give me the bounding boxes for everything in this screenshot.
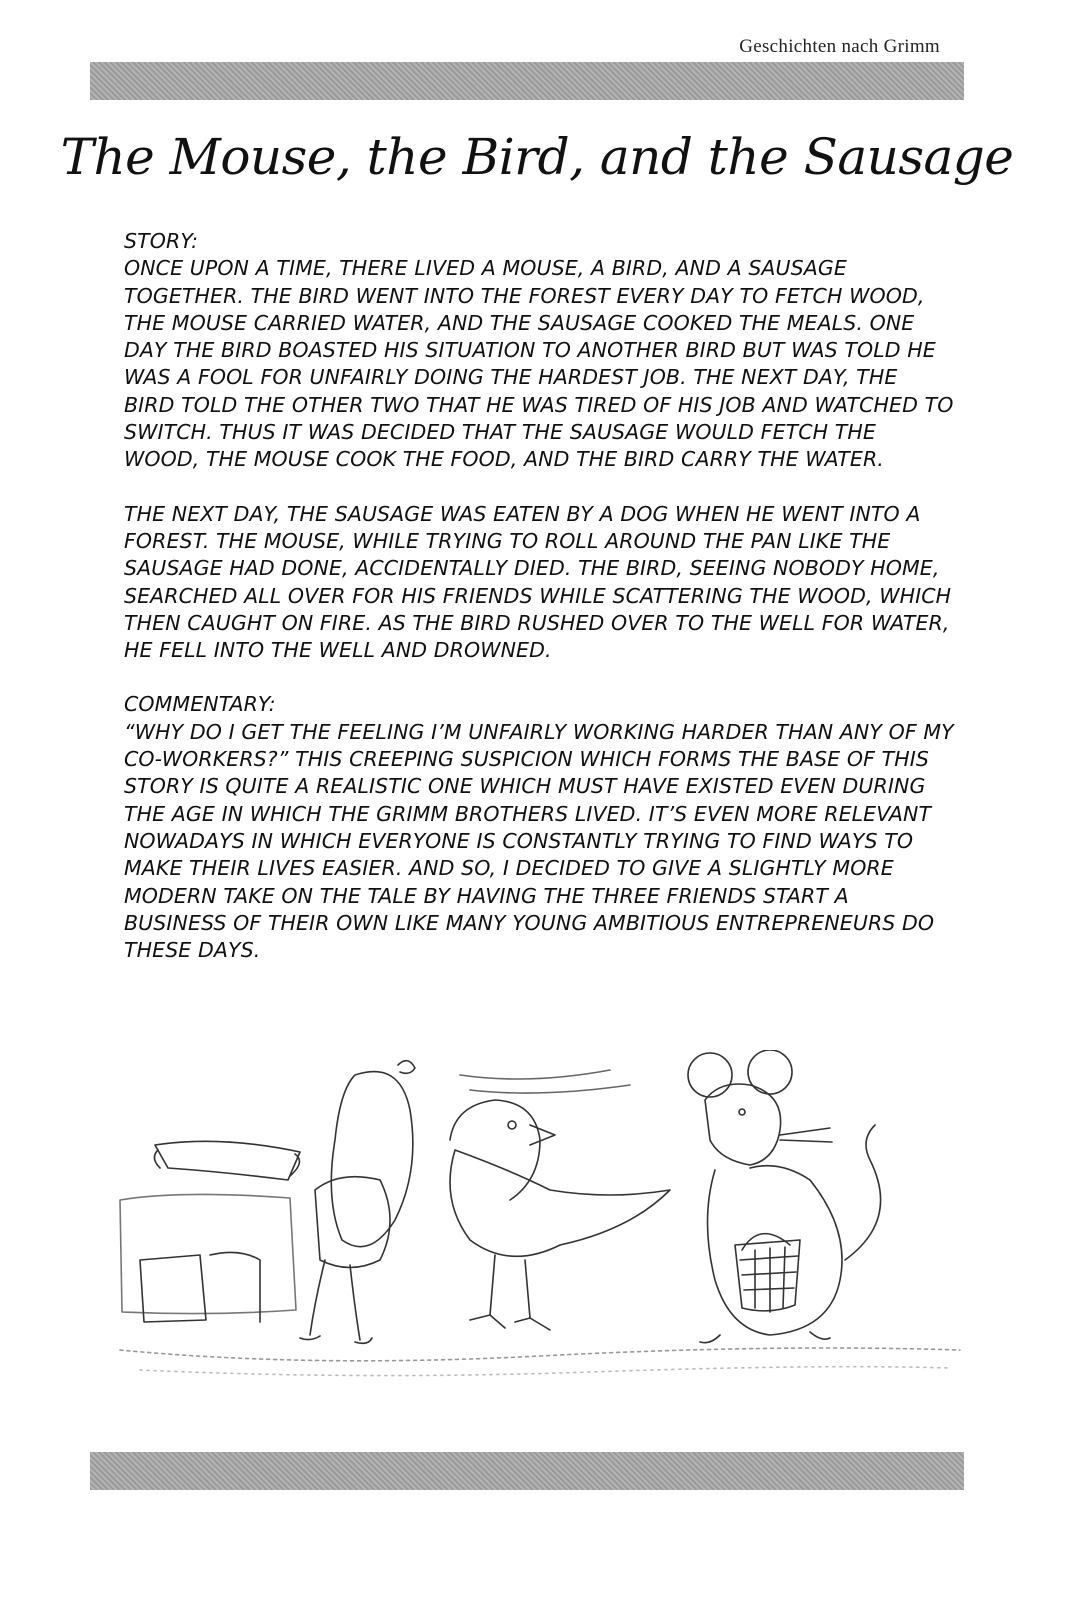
mouse-drawing [688, 1050, 881, 1343]
page-title: The Mouse, the Bird, and the Sausage [60, 128, 1014, 186]
commentary-label: COMMENTARY: [124, 692, 276, 717]
story-paragraph-1: ONCE UPON A TIME, THERE LIVED A MOUSE, A BIRD, AND A SAUSAGE TOGETHER. THE BIRD WENT INTO THE FOREST EVERY DAY TO FETCH WOOD, THE MOUSE CARRIED WATER, AND THE SAUSAGE COOKED THE MEALS. ONE DAY THE BIRD BOASTED HIS SITUATION TO ANOTHER BIRD BUT WAS TOLD HE WAS A FOOL FOR UNFAIRLY DOING THE HARDEST JOB. THE NEXT DAY, THE BIRD TOLD THE OTHER TWO THAT HE WAS TIRED OF HIS JOB AND WATCHED TO SWITCH. THUS IT WAS DECIDED THAT THE SAUSAGE WOULD FETCH THE WOOD, THE MOUSE COOK THE FOOD, AND THE BIRD CARRY THE WATER. [124, 256, 954, 472]
header-band [90, 62, 964, 100]
story-paragraph-2: THE NEXT DAY, THE SAUSAGE WAS EATEN BY A DOG WHEN HE WENT INTO A FOREST. THE MOUSE, WHILE TRYING TO ROLL AROUND THE PAN LIKE THE SAUSAGE HAD DONE, ACCIDENTALLY DIED. THE BIRD, SEEING NOBODY HOME, SEARCHED ALL OVER FOR HIS FRIENDS WHILE SCATTERING THE WOOD, WHICH THEN CAUGHT ON FIRE. AS THE BIRD RUSHED OVER TO THE WELL FOR WATER, HE FELL INTO THE WELL AND DROWNED. [124, 501, 952, 663]
stove-drawing [120, 1141, 300, 1322]
commentary-paragraph: “WHY DO I GET THE FEELING I’M UNFAIRLY WORKING HARDER THAN ANY OF MY CO-WORKERS?” THIS CREEPING SUSPICION WHICH FORMS THE BASE OF THIS STORY IS QUITE A REALISTIC ONE WHICH MUST HAVE EXISTED EVEN DURING THE AGE IN WHICH THE GRIMM BROTHERS LIVED. IT’S EVEN MORE RELEVANT NOWADAYS IN WHICH EVERYONE IS CONSTANTLY TRYING TO FIND WAYS TO MAKE THEIR LIVES EASIER. AND SO, I DECIDED TO GIVE A SLIGHTLY MORE MODERN TAKE ON THE TALE BY HAVING THE THREE FRIENDS START A BUSINESS OF THEIR OWN LIKE MANY YOUNG AMBITIOUS ENTREPRENEURS DO THESE DAYS. [124, 719, 954, 963]
story-label: STORY: [124, 229, 199, 253]
illustration-three-friends [110, 1050, 970, 1420]
footer-band [90, 1452, 964, 1490]
sausage-drawing [300, 1061, 415, 1344]
running-header: Geschichten nach Grimm [739, 36, 940, 57]
bird-drawing [450, 1070, 670, 1330]
text-body [124, 228, 954, 964]
